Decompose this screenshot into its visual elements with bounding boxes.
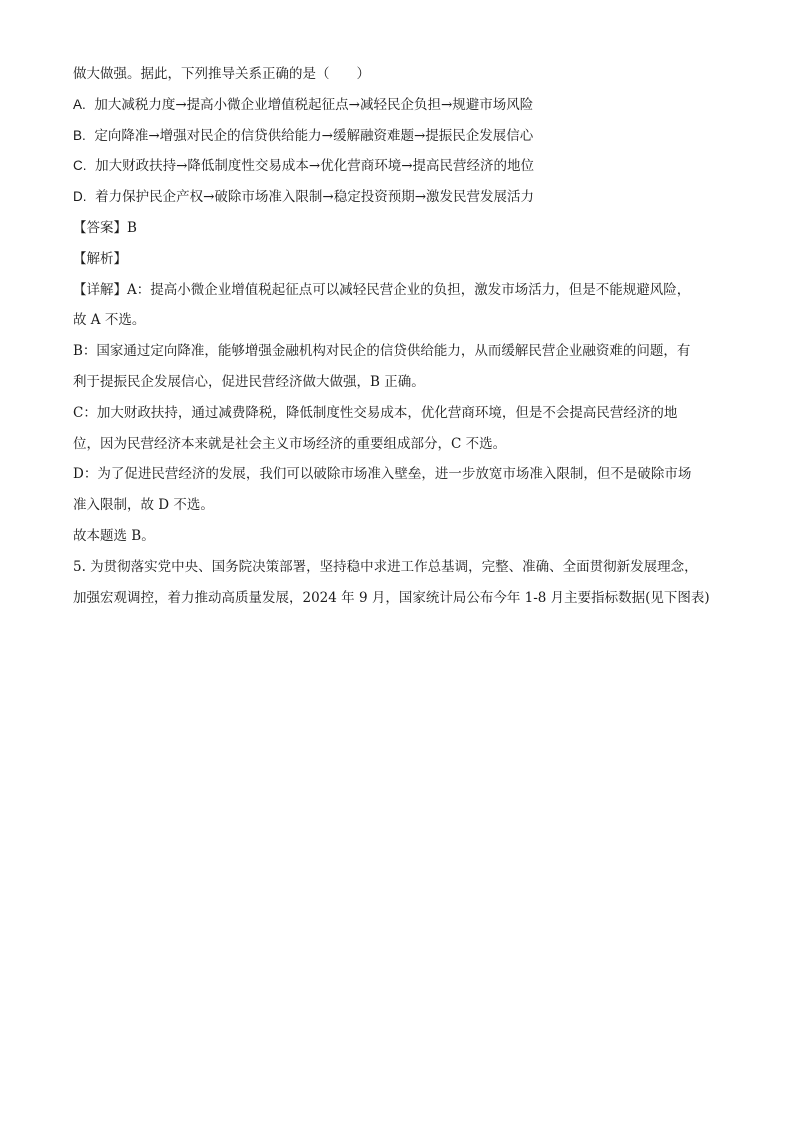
option-d-text: 着力保护民企产权→破除市场准入限制→稳定投资预期→激发民营发展活力 xyxy=(95,189,535,206)
detail-line-4: 利于提振民企发展信心，促进民营经济做大做强，B 正确。 xyxy=(73,373,425,390)
option-b-letter: B. xyxy=(73,127,86,143)
option-a xyxy=(73,95,733,115)
analysis-tag: 【解析】 xyxy=(73,250,127,267)
answer-value: B xyxy=(127,219,137,236)
question5-line-1: 5. 为贯彻落实党中央、国务院决策部署，坚持稳中求进工作总基调，完整、准确、全面贯彻新发展理念， xyxy=(73,558,698,575)
detail-line-7: D：为了促进民营经济的发展，我们可以破除市场准入壁垒，进一步放宽市场准入限制，但不是破除市场 xyxy=(73,466,692,483)
detail-line-5: C：加大财政扶持，通过减费降税，降低制度性交易成本，优化营商环境，但是不会提高民营经济的地 xyxy=(73,404,678,421)
answer-line xyxy=(73,218,733,238)
option-c-text: 加大财政扶持→降低制度性交易成本→优化营商环境→提高民营经济的地位 xyxy=(95,158,535,175)
option-b xyxy=(73,126,733,146)
detail-text-1: A：提高小微企业增值税起征点可以减轻民营企业的负担，激发市场活力，但是不能规避风险， xyxy=(127,281,691,298)
answer-tag: 【答案】 xyxy=(73,219,127,236)
option-b-text: 定向降准→增强对民企的信贷供给能力→缓解融资难题→提振民企发展信心 xyxy=(94,127,534,144)
detail-line-6: 位，因为民营经济本来就是社会主义市场经济的重要组成部分，C 不选。 xyxy=(73,435,507,452)
option-c xyxy=(73,156,733,176)
detail-line-8: 准入限制，故 D 不选。 xyxy=(73,497,214,514)
question5-line-2: 加强宏观调控，着力推动高质量发展，2024 年 9 月，国家统计局公布今年 1-8 月主要指标数据(见下图表) xyxy=(73,589,710,606)
option-c-letter: C. xyxy=(73,158,87,174)
option-a-letter: A. xyxy=(73,96,86,112)
question-stem-tail: 做大做强。据此，下列推导关系正确的是（ ） xyxy=(73,66,370,82)
detail-tag: 【详解】 xyxy=(73,281,127,298)
detail-line-3: B：国家通过定向降准，能够增强金融机构对民企的信贷供给能力，从而缓解民营企业融资难的问题，有 xyxy=(73,343,691,360)
conclusion-line: 故本题选 B。 xyxy=(73,527,155,544)
option-a-text: 加大减税力度→提高小微企业增值税起征点→减轻民企负担→规避市场风险 xyxy=(94,96,534,113)
document-page xyxy=(73,64,733,618)
detail-line-2: 故 A 不选。 xyxy=(73,312,146,329)
detail-line-1 xyxy=(73,280,733,300)
option-d xyxy=(73,187,733,207)
option-d-letter: D. xyxy=(73,189,87,205)
